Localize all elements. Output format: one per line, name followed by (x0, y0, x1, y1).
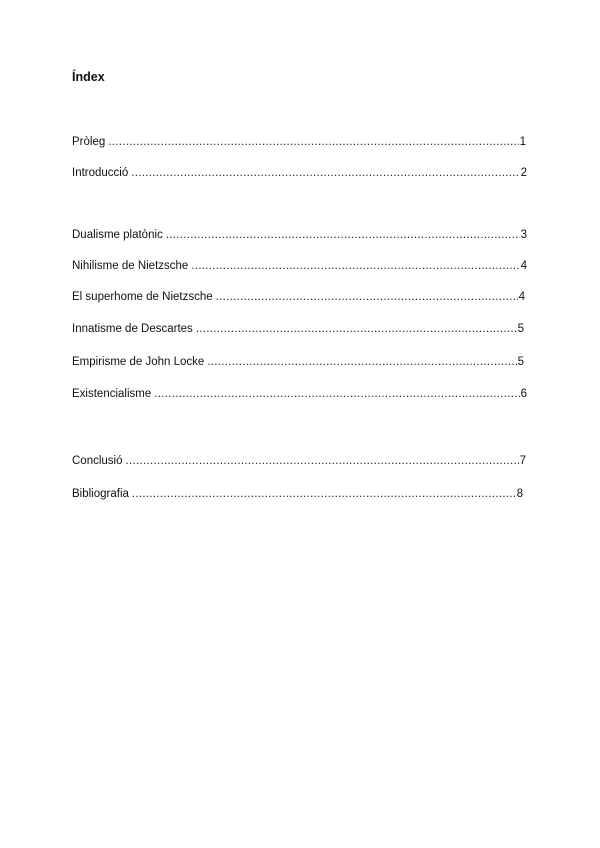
toc-entry-label: El superhome de Nietzsche (72, 291, 213, 303)
toc-entry-conclusio[interactable] (72, 453, 526, 469)
toc-entry-label: Pròleg (72, 136, 106, 148)
toc-page-number: 5 (517, 356, 524, 368)
toc-leader-dots (154, 386, 519, 402)
toc-page-number: 4 (518, 291, 525, 303)
toc-leader-dots (207, 354, 516, 370)
toc-entry-bibliografia[interactable] (72, 486, 523, 502)
toc-entry-label: Innatisme de Descartes (72, 323, 193, 335)
toc-entry-dualisme-platonic[interactable] (72, 227, 527, 243)
toc-entry-label: Introducció (72, 167, 129, 179)
toc-entry-empirisme-locke[interactable] (72, 354, 524, 370)
toc-leader-dots (126, 453, 519, 469)
toc-leader-dots (132, 486, 516, 502)
toc-leader-dots (196, 321, 517, 337)
toc-page-number: 8 (516, 488, 523, 500)
toc-page-number: 4 (520, 260, 527, 272)
toc-page-number: 3 (520, 229, 527, 241)
toc-entry-label: Existencialisme (72, 388, 152, 400)
toc-leader-dots (131, 165, 519, 181)
toc-leader-dots (191, 258, 519, 274)
toc-entry-existencialisme[interactable] (72, 386, 527, 402)
toc-entry-label: Dualisme platònic (72, 229, 163, 241)
toc-entry-introduccio[interactable] (72, 165, 527, 181)
toc-leader-dots (166, 227, 520, 243)
toc-page-number: 1 (519, 136, 526, 148)
toc-leader-dots (108, 134, 518, 150)
toc-page-number: 6 (520, 388, 527, 400)
toc-entry-proleg[interactable] (72, 134, 526, 150)
toc-entry-label: Bibliografia (72, 488, 129, 500)
toc-page-number: 7 (519, 455, 526, 467)
toc-entry-innatisme-descartes[interactable] (72, 321, 524, 337)
toc-entry-nihilisme-nietzsche[interactable] (72, 258, 527, 274)
toc-page-number: 2 (520, 167, 527, 179)
toc-page-number: 5 (517, 323, 524, 335)
toc-leader-dots (216, 289, 518, 305)
page-title: Índex (72, 70, 105, 84)
toc-entry-superhome-nietzsche[interactable] (72, 289, 525, 305)
toc-entry-label: Conclusió (72, 455, 123, 467)
toc-entry-label: Empirisme de John Locke (72, 356, 205, 368)
toc-entry-label: Nihilisme de Nietzsche (72, 260, 189, 272)
